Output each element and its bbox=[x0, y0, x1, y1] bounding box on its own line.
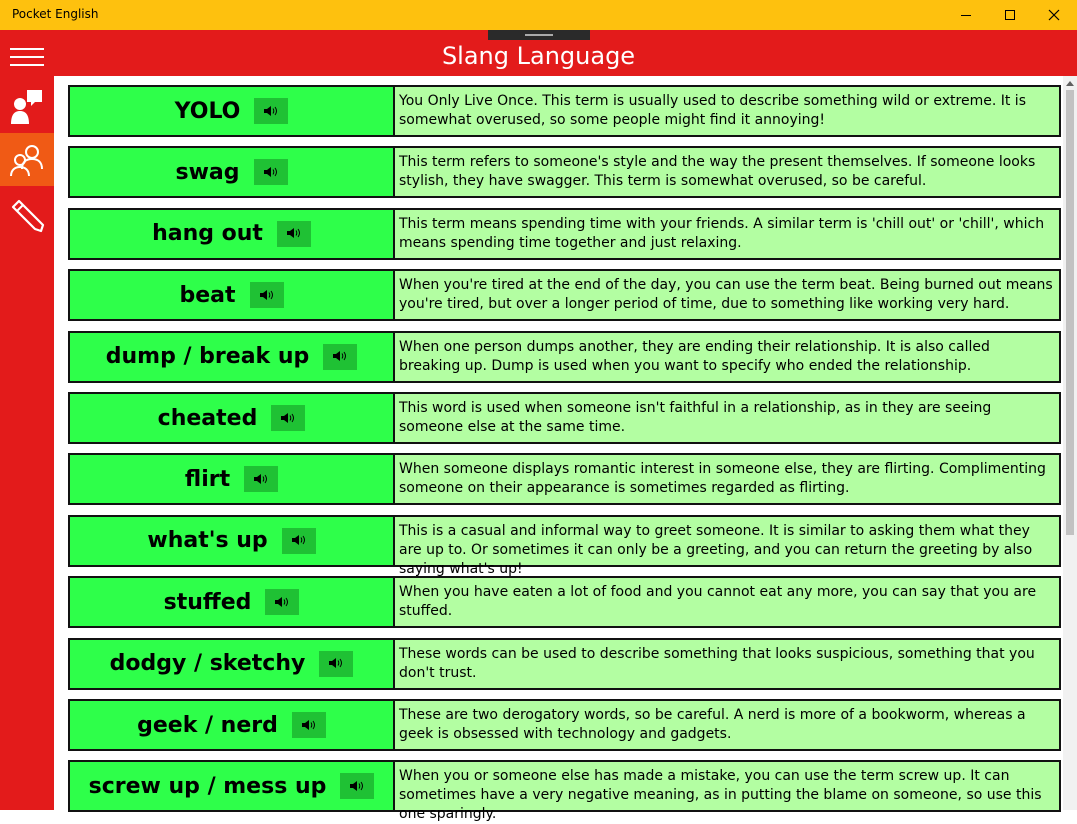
term-cell bbox=[70, 271, 395, 319]
sidebar-item-conversation[interactable] bbox=[0, 80, 54, 133]
term-definition: This is a casual and informal way to greet someone. It is similar to asking them what they are up to. Or sometimes it can only be a greeting, and you can return the greeting by also saying what's up! bbox=[395, 517, 1059, 565]
play-audio-button[interactable] bbox=[277, 221, 311, 247]
pencil-icon bbox=[9, 197, 45, 233]
term-row bbox=[68, 331, 1061, 383]
maximize-icon bbox=[1004, 9, 1016, 21]
term-cell bbox=[70, 701, 395, 749]
play-audio-button[interactable] bbox=[319, 651, 353, 677]
window-title: Pocket English bbox=[12, 7, 99, 21]
vertical-scrollbar[interactable] bbox=[1063, 76, 1077, 810]
speaker-icon bbox=[292, 531, 306, 550]
term-row bbox=[68, 85, 1061, 137]
term-cell bbox=[70, 640, 395, 688]
term-cell bbox=[70, 762, 395, 810]
term-definition: When someone displays romantic interest in someone else, they are flirting. Complimenting someone on their appearance is sometimes regarded as flirting. bbox=[395, 455, 1059, 503]
hamburger-menu-button[interactable] bbox=[0, 30, 54, 83]
play-audio-button[interactable] bbox=[254, 98, 288, 124]
term-row bbox=[68, 699, 1061, 751]
people-icon bbox=[10, 143, 44, 177]
term-cell bbox=[70, 455, 395, 503]
term-cell bbox=[70, 148, 395, 196]
play-audio-button[interactable] bbox=[271, 405, 305, 431]
term-label: screw up / mess up bbox=[88, 773, 327, 799]
term-cell bbox=[70, 517, 395, 565]
term-label: YOLO bbox=[174, 98, 241, 124]
play-audio-button[interactable] bbox=[323, 344, 357, 370]
term-definition: These are two derogatory words, so be careful. A nerd is more of a bookworm, whereas a geek is obsessed with technology and gadgets. bbox=[395, 701, 1059, 749]
speaker-icon bbox=[350, 777, 364, 796]
term-cell bbox=[70, 394, 395, 442]
window-titlebar bbox=[0, 0, 1077, 30]
close-icon bbox=[1048, 9, 1060, 21]
maximize-button[interactable] bbox=[987, 0, 1033, 30]
term-definition: When one person dumps another, they are ending their relationship. It is also called breaking up. Dump is used when you want to specify who ended the relationship. bbox=[395, 333, 1059, 381]
term-definition: When you or someone else has made a mistake, you can use the term screw up. It can sometimes have a very negative meaning, as in putting the blame on someone, so use this one sparingly. bbox=[395, 762, 1059, 810]
term-row bbox=[68, 146, 1061, 198]
term-definition: You Only Live Once. This term is usually used to describe something wild or extreme. It is somewhat overused, so some people might find it annoying! bbox=[395, 87, 1059, 135]
term-row bbox=[68, 515, 1061, 577]
term-definition: When you're tired at the end of the day, you can use the term beat. Being burned out means you're tired, but over a longer period of time, due to something like working very hard. bbox=[395, 271, 1059, 319]
term-label: dump / break up bbox=[105, 344, 310, 370]
term-label: hang out bbox=[152, 221, 263, 247]
sidebar-item-practice[interactable] bbox=[0, 188, 54, 241]
play-audio-button[interactable] bbox=[265, 589, 299, 615]
term-row bbox=[68, 760, 1061, 823]
slang-list bbox=[54, 76, 1063, 823]
speaker-icon bbox=[264, 102, 278, 121]
term-row bbox=[68, 638, 1061, 690]
term-cell bbox=[70, 578, 395, 626]
drag-handle[interactable] bbox=[488, 30, 590, 40]
play-audio-button[interactable] bbox=[282, 528, 316, 554]
term-label: beat bbox=[179, 282, 236, 308]
term-label: stuffed bbox=[163, 589, 252, 615]
speaker-icon bbox=[275, 593, 289, 612]
term-row bbox=[68, 576, 1061, 628]
sidebar bbox=[0, 30, 54, 810]
term-row bbox=[68, 208, 1061, 260]
term-definition: This word is used when someone isn't faithful in a relationship, as in they are seeing someone else at the same time. bbox=[395, 394, 1059, 442]
term-label: swag bbox=[175, 159, 240, 185]
speaker-icon bbox=[281, 409, 295, 428]
term-row bbox=[68, 453, 1061, 505]
minimize-button[interactable] bbox=[943, 0, 989, 30]
hamburger-menu-icon bbox=[10, 46, 44, 68]
speaker-icon bbox=[260, 286, 274, 305]
term-label: what's up bbox=[147, 528, 268, 554]
speaker-icon bbox=[287, 224, 301, 243]
term-definition: When you have eaten a lot of food and you cannot eat any more, you can say that you are stuffed. bbox=[395, 578, 1059, 626]
play-audio-button[interactable] bbox=[244, 466, 278, 492]
chevron-up-icon bbox=[1066, 81, 1074, 86]
play-audio-button[interactable] bbox=[292, 712, 326, 738]
speaker-icon bbox=[264, 163, 278, 182]
term-definition: This term means spending time with your friends. A similar term is 'chill out' or 'chill', which means spending time together and just relaxing. bbox=[395, 210, 1059, 258]
minimize-icon bbox=[960, 9, 972, 21]
term-definition: These words can be used to describe something that looks suspicious, something that you don't trust. bbox=[395, 640, 1059, 688]
speaker-icon bbox=[302, 716, 316, 735]
play-audio-button[interactable] bbox=[254, 159, 288, 185]
scroll-up-button[interactable] bbox=[1063, 76, 1077, 90]
speaker-icon bbox=[333, 347, 347, 366]
term-cell bbox=[70, 333, 395, 381]
term-row bbox=[68, 269, 1061, 321]
term-label: flirt bbox=[184, 466, 231, 492]
play-audio-button[interactable] bbox=[340, 773, 374, 799]
term-label: dodgy / sketchy bbox=[109, 651, 306, 677]
term-cell bbox=[70, 87, 395, 135]
term-row bbox=[68, 392, 1061, 444]
play-audio-button[interactable] bbox=[250, 282, 284, 308]
speaker-icon bbox=[254, 470, 268, 489]
term-label: cheated bbox=[157, 405, 258, 431]
sidebar-item-slang[interactable] bbox=[0, 133, 54, 186]
chat-person-icon bbox=[10, 88, 44, 126]
speaker-icon bbox=[329, 654, 343, 673]
term-definition: This term refers to someone's style and the way the present themselves. If someone looks stylish, they have swagger. This term is somewhat overused, so be careful. bbox=[395, 148, 1059, 196]
close-button[interactable] bbox=[1031, 0, 1077, 30]
term-cell bbox=[70, 210, 395, 258]
term-label: geek / nerd bbox=[137, 712, 278, 738]
page-title: Slang Language bbox=[441, 42, 636, 70]
scrollbar-thumb[interactable] bbox=[1066, 90, 1074, 535]
